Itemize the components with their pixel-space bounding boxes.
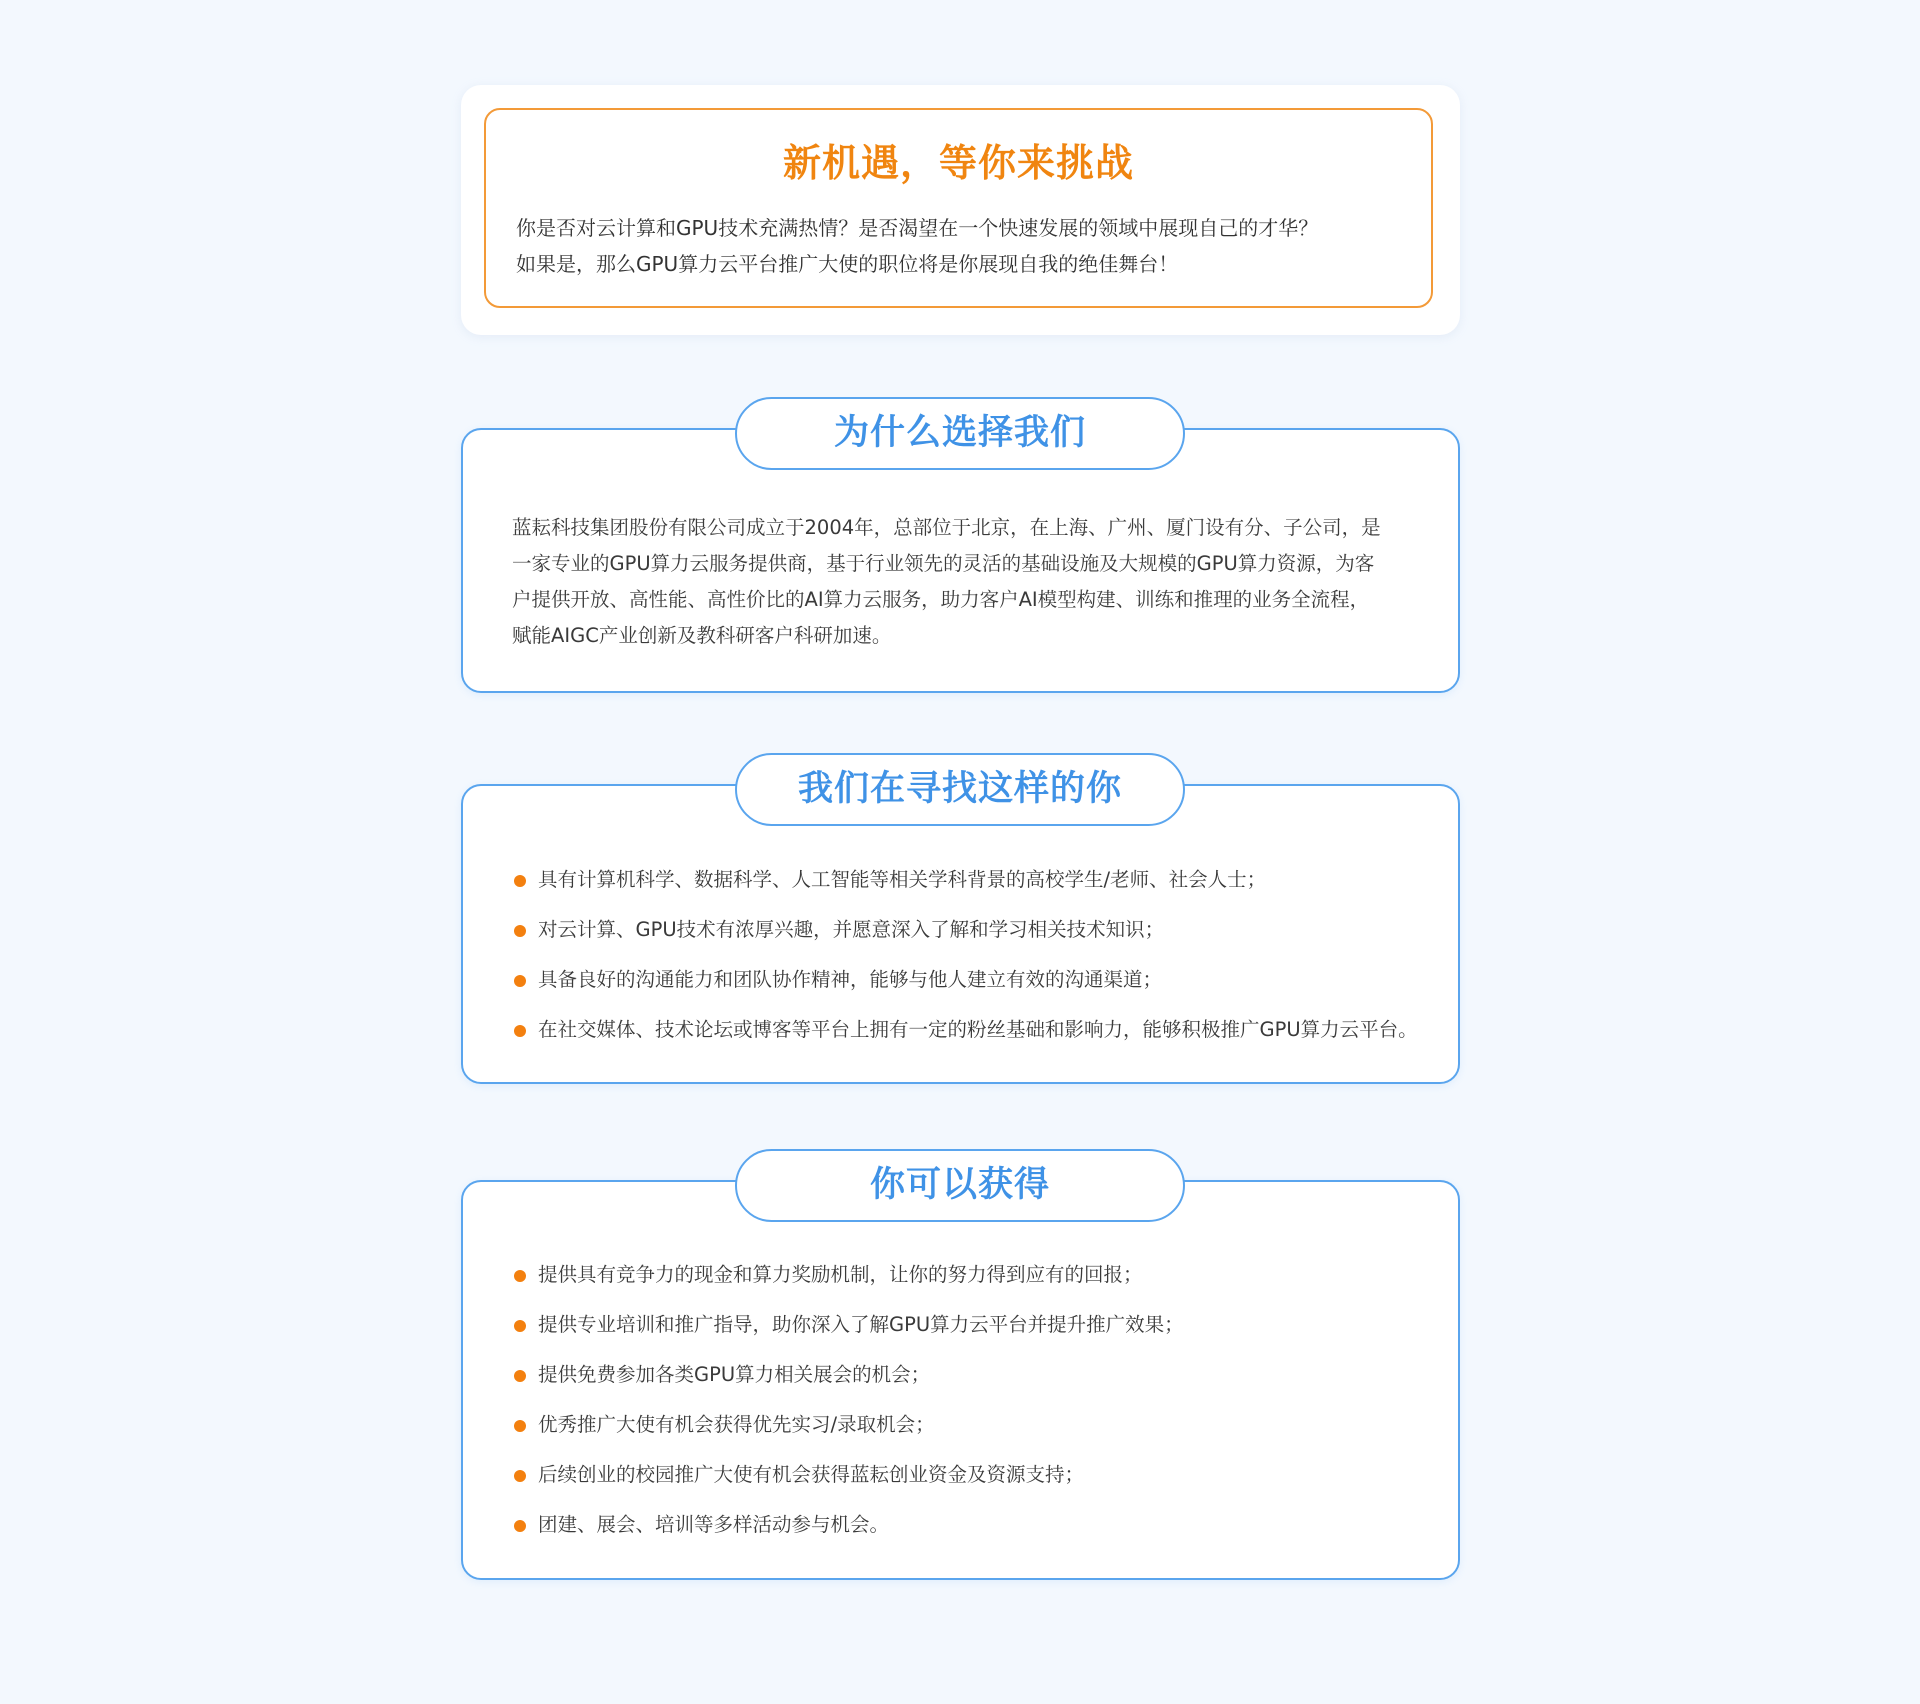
- list-item: [512, 1005, 1418, 1055]
- intro-line: 你是否对云计算和GPU技术充满热情？是否渴望在一个快速发展的领域中展现自己的才华？: [516, 216, 1319, 240]
- bullet-dot-icon: [514, 1470, 526, 1482]
- company-description: [512, 510, 1412, 654]
- benefits-section: [461, 1165, 1460, 1580]
- list-item: [512, 1250, 1418, 1300]
- list-item: [512, 855, 1418, 905]
- list-item-text: 具备良好的沟通能力和团队协作精神，能够与他人建立有效的沟通渠道；: [538, 968, 1163, 991]
- description-line: 一家专业的GPU算力云服务提供商，基于行业领先的灵活的基础设施及大规模的GPU算力资源，为客: [512, 552, 1375, 575]
- list-item: [512, 1350, 1418, 1400]
- bullet-dot-icon: [514, 1520, 526, 1532]
- list-item-text: 后续创业的校园推广大使有机会获得蓝耘创业资金及资源支持；: [538, 1463, 1085, 1486]
- bullet-dot-icon: [514, 1025, 526, 1037]
- list-item: [512, 955, 1418, 1005]
- intro-frame: [484, 108, 1433, 308]
- list-item-text: 在社交媒体、技术论坛或博客等平台上拥有一定的粉丝基础和影响力，能够积极推广GPU算力云平台。: [538, 1018, 1418, 1041]
- benefits-title: 你可以获得: [735, 1149, 1185, 1222]
- bullet-dot-icon: [514, 925, 526, 937]
- list-item-text: 具有计算机科学、数据科学、人工智能等相关学科背景的高校学生/老师、社会人士；: [538, 868, 1267, 891]
- description-line: 蓝耘科技集团股份有限公司成立于2004年，总部位于北京，在上海、广州、厦门设有分、子公司，是: [512, 516, 1381, 539]
- list-item-text: 团建、展会、培训等多样活动参与机会。: [538, 1513, 890, 1536]
- looking-for-section: [461, 769, 1460, 1084]
- bullet-dot-icon: [514, 1320, 526, 1332]
- list-item: [512, 1450, 1418, 1500]
- bullet-dot-icon: [514, 1420, 526, 1432]
- bullet-dot-icon: [514, 1270, 526, 1282]
- intro-title: 新机遇，等你来挑战: [782, 141, 1134, 185]
- bullet-dot-icon: [514, 975, 526, 987]
- list-item: [512, 905, 1418, 955]
- intro-text: [516, 210, 1405, 282]
- description-line: 户提供开放、高性能、高性价比的AI算力云服务，助力客户AI模型构建、训练和推理的业务全流程，: [512, 588, 1370, 611]
- list-item: [512, 1300, 1418, 1350]
- list-item-text: 提供免费参加各类GPU算力相关展会的机会；: [538, 1363, 931, 1386]
- description-line: 赋能AIGC产业创新及教科研客户科研加速。: [512, 624, 892, 647]
- intro-card: [461, 85, 1460, 335]
- intro-line: 如果是，那么GPU算力云平台推广大使的职位将是你展现自我的绝佳舞台！: [516, 252, 1179, 276]
- list-item: [512, 1500, 1418, 1550]
- why-us-section: [461, 413, 1460, 693]
- list-item-text: 提供专业培训和推广指导，助你深入了解GPU算力云平台并提升推广效果；: [538, 1313, 1184, 1336]
- requirements-list: [512, 855, 1418, 1055]
- why-us-title: 为什么选择我们: [735, 397, 1185, 470]
- list-item-text: 对云计算、GPU技术有浓厚兴趣，并愿意深入了解和学习相关技术知识；: [538, 918, 1165, 941]
- bullet-dot-icon: [514, 1370, 526, 1382]
- list-item: [512, 1400, 1418, 1450]
- benefits-list: [512, 1250, 1418, 1550]
- looking-for-title: 我们在寻找这样的你: [735, 753, 1185, 826]
- list-item-text: 提供具有竞争力的现金和算力奖励机制，让你的努力得到应有的回报；: [538, 1263, 1143, 1286]
- bullet-dot-icon: [514, 875, 526, 887]
- list-item-text: 优秀推广大使有机会获得优先实习/录取机会；: [538, 1413, 935, 1436]
